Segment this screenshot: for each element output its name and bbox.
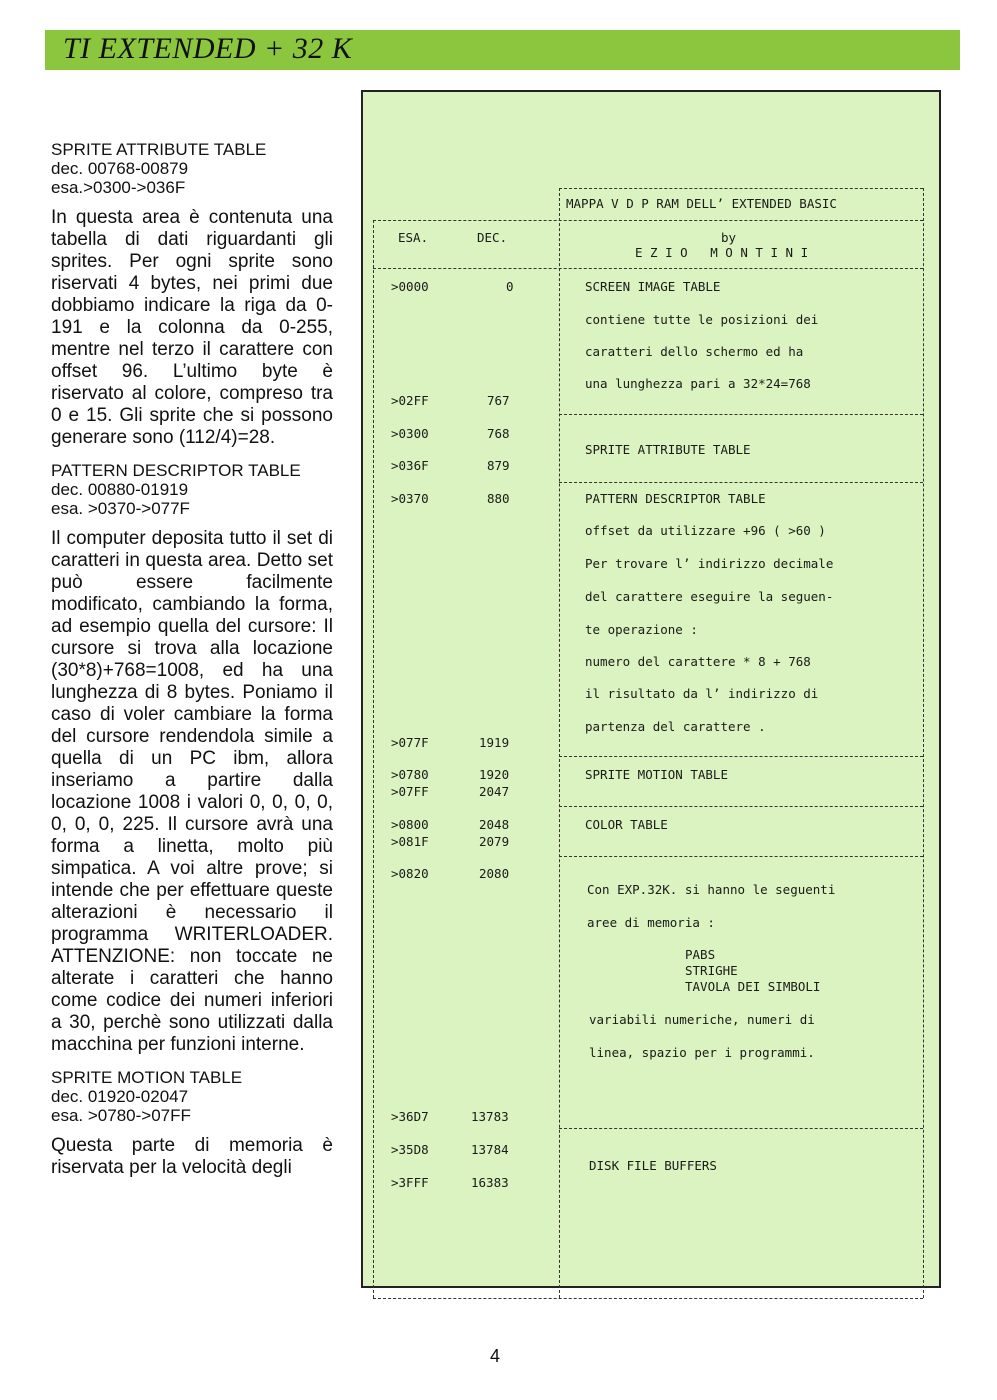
- region-note: variabili numeriche, numeri di: [589, 1012, 815, 1027]
- address-esa: >0800: [391, 817, 429, 832]
- author-name: E Z I O M O N T I N I: [635, 245, 809, 260]
- address-esa: >0370: [391, 491, 429, 506]
- region-note: numero del carattere * 8 + 768: [585, 654, 811, 669]
- address-dec: 2080: [479, 866, 510, 881]
- region-note: del carattere eseguire la seguen-: [585, 589, 834, 604]
- section-heading: SPRITE MOTION TABLE dec. 01920-02047 esa. >0780->07FF: [51, 1068, 243, 1125]
- address-dec: 767: [487, 393, 510, 408]
- address-dec: 768: [487, 426, 510, 441]
- address-esa: >02FF: [391, 393, 429, 408]
- region-note: il risultato da l’ indirizzo di: [585, 686, 819, 701]
- region-label: SPRITE ATTRIBUTE TABLE: [585, 442, 751, 457]
- region-note: caratteri dello schermo ed ha: [585, 344, 804, 359]
- address-esa: >0780: [391, 767, 429, 782]
- address-esa: >081F: [391, 834, 429, 849]
- address-esa: >077F: [391, 735, 429, 750]
- section-text: Il computer deposita tutto il set di caratteri in questa area. Detto set può essere facilmente modificato, cambiando la forma, ad esempio quella del cursore: Il cursore si trova alla locazione (30*8)+768=1008, ed ha una lunghezza di 8 bytes. Poniamo il caso di voler cambiare la forma del cursore rendendola simile a quella di un PC ibm, allora inseriamo a partire dalla locazione 1008 i valori 0, 0, 0, 0, 0, 0, 0, 225. Il cursore avrà una forma a linetta, molto più simpatica. A voi altre prove; si intende che per effettuare queste alterazioni è necessario il programma WRITERLOADER. ATTENZIONE: non toccate ne alterate i caratteri che hanno come codice dei numeri inferiori a 30, perchè sono utilizzati dalla macchina per funzioni interne.: [51, 528, 333, 1055]
- address-dec: 13784: [471, 1142, 509, 1157]
- address-dec: 0: [506, 279, 514, 294]
- region-label: PATTERN DESCRIPTOR TABLE: [585, 491, 766, 506]
- address-esa: >0000: [391, 279, 429, 294]
- address-dec: 1920: [479, 767, 510, 782]
- section-text: In questa area è contenuta una tabella di dati riguardanti gli sprites. Per ogni sprite sono riservati 4 bytes, nei primi due dobbiamo indicare la riga da 0-191 e la colonna da 0-255, mentre nel terzo il carattere con offset 96. L’ultimo byte è riservato al colore, compreso tra 0 e 15. Gli sprite che si possono generare sono (112/4)=28.: [51, 207, 333, 448]
- region-note: TAVOLA DEI SIMBOLI: [685, 979, 821, 994]
- address-esa: >0300: [391, 426, 429, 441]
- region-label: DISK FILE BUFFERS: [589, 1158, 717, 1173]
- region-note: Con EXP.32K. si hanno le seguenti: [587, 882, 836, 897]
- address-esa: >35D8: [391, 1142, 429, 1157]
- region-label: COLOR TABLE: [585, 817, 668, 832]
- region-note: te operazione :: [585, 622, 698, 637]
- address-esa: >3FFF: [391, 1175, 429, 1190]
- address-dec: 880: [487, 491, 510, 506]
- region-note: PABS: [685, 947, 716, 962]
- address-esa: >0820: [391, 866, 429, 881]
- left-column: [51, 140, 333, 1191]
- address-dec: 2079: [479, 834, 510, 849]
- by-label: by: [721, 230, 737, 245]
- region-note: aree di memoria :: [587, 915, 715, 930]
- address-esa: >036F: [391, 458, 429, 473]
- region-note: linea, spazio per i programmi.: [589, 1045, 815, 1060]
- section-heading: SPRITE ATTRIBUTE TABLE dec. 00768-00879 esa.>0300->036F: [51, 140, 267, 197]
- address-dec: 2048: [479, 817, 510, 832]
- address-dec: 879: [487, 458, 510, 473]
- address-dec: 16383: [471, 1175, 509, 1190]
- region-note: partenza del carattere .: [585, 719, 766, 734]
- region-note: offset da utilizzare +96 ( >60 ): [585, 523, 826, 538]
- column-header-dec: DEC.: [477, 230, 508, 245]
- section-text: Questa parte di memoria è riservata per la velocità degli: [51, 1135, 333, 1178]
- region-note: contiene tutte le posizioni dei: [585, 312, 819, 327]
- region-label: SPRITE MOTION TABLE: [585, 767, 728, 782]
- address-dec: 1919: [479, 735, 510, 750]
- region-note: STRIGHE: [685, 963, 738, 978]
- address-esa: >36D7: [391, 1109, 429, 1124]
- map-title: MAPPA V D P RAM DELL’ EXTENDED BASIC: [566, 196, 837, 211]
- region-note: una lunghezza pari a 32*24=768: [585, 376, 811, 391]
- page-title: TI EXTENDED + 32 K: [63, 32, 353, 65]
- address-dec: 13783: [471, 1109, 509, 1124]
- column-header-esa: ESA.: [398, 230, 429, 245]
- region-note: Per trovare l’ indirizzo decimale: [585, 556, 834, 571]
- address-esa: >07FF: [391, 784, 429, 799]
- vdp-ram-map-panel: [361, 90, 941, 1288]
- region-label: SCREEN IMAGE TABLE: [585, 279, 721, 294]
- address-dec: 2047: [479, 784, 510, 799]
- section-heading: PATTERN DESCRIPTOR TABLE dec. 00880-01919 esa. >0370->077F: [51, 461, 301, 518]
- page-header: [45, 30, 960, 70]
- page-number: 4: [490, 1346, 501, 1366]
